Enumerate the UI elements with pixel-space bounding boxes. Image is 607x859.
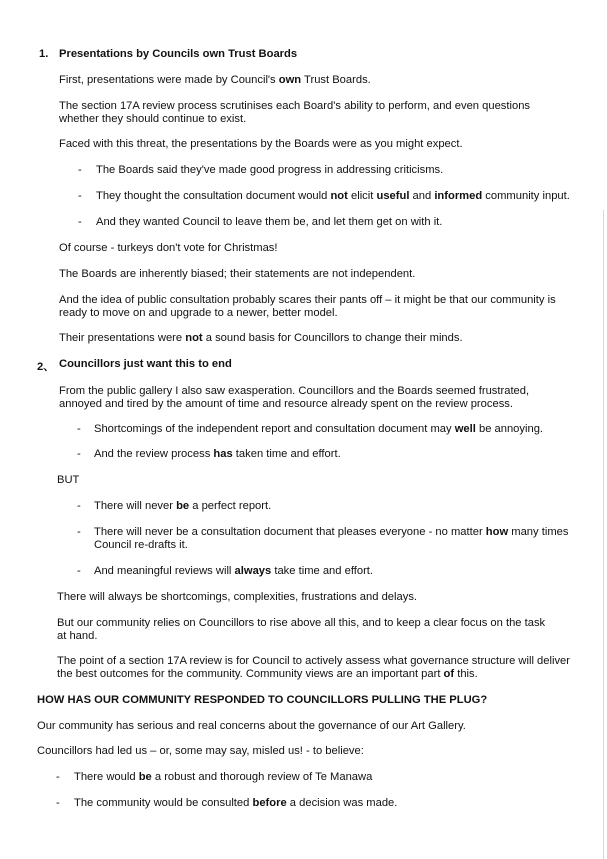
page-edge-line: [603, 210, 604, 859]
section-1-heading: Presentations by Councils own Trust Boards: [59, 48, 298, 60]
section-1-paragraph-3: Faced with this threat, the presentations by the Boards were as you might expect.: [59, 138, 463, 150]
bullet-dash: -: [78, 190, 82, 202]
bullet-dash: -: [77, 500, 81, 512]
section-2-bullet-1: Shortcomings of the independent report and consultation document may well be annoying.: [94, 423, 544, 435]
bullet-dash: -: [77, 526, 81, 538]
bullet-dash: -: [77, 448, 81, 460]
section-2-bullet-2: And the review process has taken time and effort.: [94, 448, 341, 460]
section-1-paragraph-6: And the idea of public consultation probably scares their pants off – it might be that our community is ready to move on and upgrade to a newer, better model.: [59, 294, 556, 319]
section-1-paragraph-1: First, presentations were made by Council's own Trust Boards.: [59, 74, 371, 86]
section-3-heading: HOW HAS OUR COMMUNITY RESPONDED TO COUNCILLORS PULLING THE PLUG?: [37, 694, 488, 706]
section-2-number: 2、: [37, 361, 55, 373]
section-2-heading: Councillors just want this to end: [59, 358, 232, 370]
section-1-bullet-1: The Boards said they've made good progress in addressing criticisms.: [96, 164, 444, 176]
bullet-dash: -: [56, 771, 60, 783]
section-2-paragraph-1: From the public gallery I also saw exasperation. Councillors and the Boards seemed frustrated, annoyed and tired by the amount of time and resource already spent on the review process.: [59, 385, 530, 410]
section-2-bullet-3: There will never be a perfect report.: [94, 500, 272, 512]
section-3-paragraph-1: Our community has serious and real concerns about the governance of our Art Gallery.: [37, 720, 466, 732]
but-label: BUT: [57, 474, 80, 486]
bullet-dash: -: [77, 565, 81, 577]
section-1-paragraph-5: The Boards are inherently biased; their statements are not independent.: [59, 268, 416, 280]
section-2-paragraph-4: The point of a section 17A review is for Council to actively assess what governance structure will deliver the best outcomes for the community. Community views are an important part of this.: [57, 655, 571, 680]
section-2-bullet-5: And meaningful reviews will always take time and effort.: [94, 565, 374, 577]
section-3-bullet-2: The community would be consulted before a decision was made.: [74, 797, 398, 809]
section-1-number: 1.: [39, 48, 49, 60]
section-2-paragraph-2: There will always be shortcomings, complexities, frustrations and delays.: [57, 591, 418, 603]
section-2-paragraph-3: But our community relies on Councillors to rise above all this, and to keep a clear focus on the task at hand.: [57, 617, 546, 642]
section-3-paragraph-2: Councillors had led us – or, some may say, misled us! - to believe:: [37, 745, 364, 757]
bullet-dash: -: [78, 164, 82, 176]
bullet-dash: -: [56, 797, 60, 809]
section-1-paragraph-2: The section 17A review process scrutinises each Board's ability to perform, and even questions whether they should continue to exist.: [59, 100, 531, 125]
bullet-dash: -: [77, 423, 81, 435]
section-1-paragraph-4: Of course - turkeys don't vote for Christmas!: [59, 242, 278, 254]
section-3-bullet-1: There would be a robust and thorough review of Te Manawa: [74, 771, 373, 783]
bullet-dash: -: [78, 216, 82, 228]
section-1-bullet-2: They thought the consultation document would not elicit useful and informed community input.: [96, 190, 570, 202]
section-1-bullet-3: And they wanted Council to leave them be, and let them get on with it.: [96, 216, 443, 228]
section-1-paragraph-7: Their presentations were not a sound basis for Councillors to change their minds.: [59, 332, 463, 344]
section-2-bullet-4: There will never be a consultation document that pleases everyone - no matter how many times Council re-drafts it.: [94, 526, 569, 551]
